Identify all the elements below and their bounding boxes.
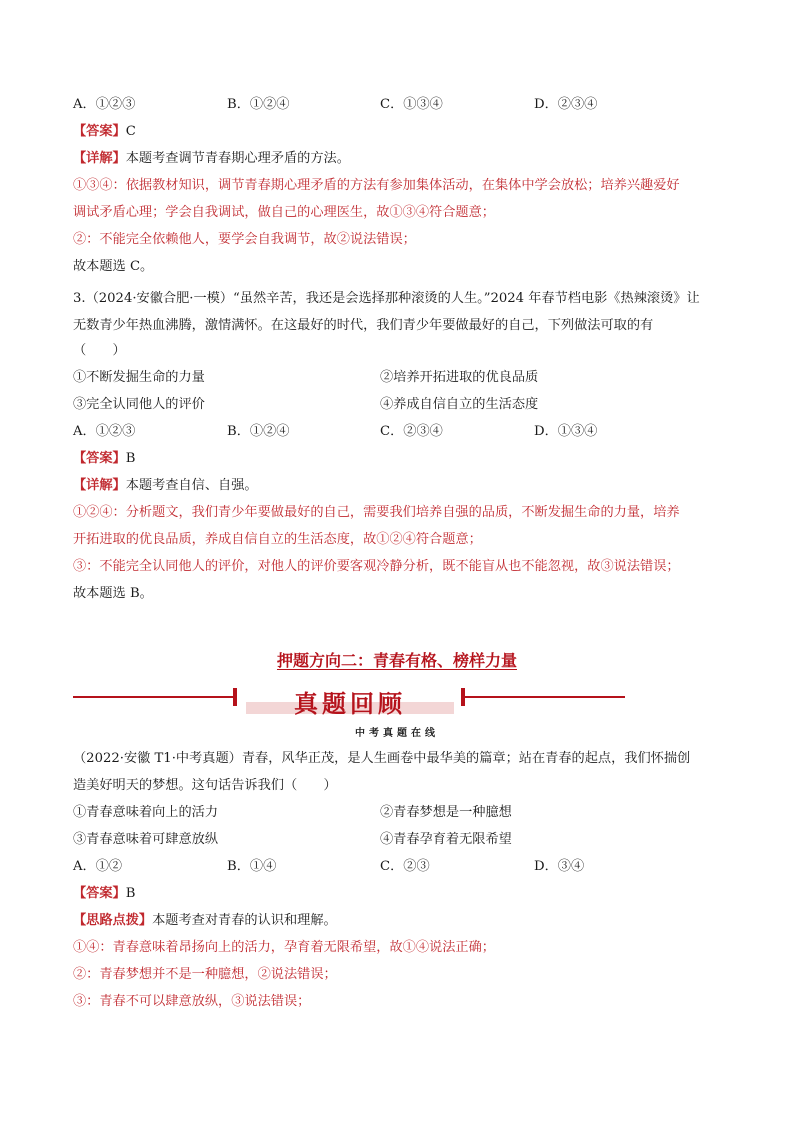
q3-option-c: C．②③④ <box>380 424 443 439</box>
q3-stem-1: 3.（2024·安徽合肥·一模）“虽然辛苦，我还是会选择那种滚烫的人生。”2024 年春节档电影《热辣滚烫》让 <box>73 291 700 306</box>
q4-explain-3: ③：青春不可以肆意放纵，③说法错误； <box>73 994 311 1009</box>
q2-explain-1: ①③④：依据教材知识，调节青春期心理矛盾的方法有参加集体活动，在集体中学会放松；培养兴趣爱好 <box>73 178 680 193</box>
q4-option-b: B．①④ <box>227 859 277 874</box>
q2-explain-2: 调试矛盾心理；学会自我调试，做自己的心理医生，故①③④符合题意； <box>73 205 495 220</box>
q3-conclusion: 故本题选 B。 <box>73 586 153 601</box>
q3-option-d: D．①③④ <box>534 424 598 439</box>
q4-option-c: C．②③ <box>380 859 430 874</box>
q4-option-d: D．③④ <box>534 859 585 874</box>
q2-option-d: D．②③④ <box>534 97 598 112</box>
q3-stem-2: 无数青少年热血沸腾，激情满怀。在这最好的时代，我们青少年要做最好的自己，下列做法可取的有 <box>73 318 654 333</box>
q4-item-1: ①青春意味着向上的活力 <box>73 805 219 820</box>
banner <box>246 684 454 718</box>
q3-explain-2: 开拓进取的优良品质，养成自信自立的生活态度，故①②④符合题意； <box>73 532 482 547</box>
banner-left-rule <box>73 696 233 698</box>
q4-stem-2: 造美好明天的梦想。这句话告诉我们（ ） <box>73 778 337 793</box>
q3-detail: 【详解】本题考查自信、自强。 <box>73 478 258 493</box>
q2-detail: 【详解】本题考查调节青春期心理矛盾的方法。 <box>73 151 350 166</box>
q4-hint: 【思路点拨】本题考查对青春的认识和理解。 <box>73 913 337 928</box>
q3-explain-1: ①②④：分析题文，我们青少年要做最好的自己，需要我们培养自强的品质，不断发掘生命的力量，培养 <box>73 505 680 520</box>
q3-explain-3: ③：不能完全认同他人的评价，对他人的评价要客观冷静分析，既不能盲从也不能忽视，故③说法错误； <box>73 559 680 574</box>
q4-option-a: A．①② <box>73 859 123 874</box>
section-subtitle: 中考真题在线 <box>355 728 439 739</box>
q3-option-b: B．①②④ <box>227 424 290 439</box>
q4-stem-1: （2022·安徽 T1·中考真题）青春，风华正茂，是人生画卷中最华美的篇章；站在青春的起点，我们怀揣创 <box>73 751 691 766</box>
q4-item-3: ③青春意味着可肆意放纵 <box>73 832 219 847</box>
q4-item-4: ④青春孕育着无限希望 <box>380 832 512 847</box>
banner-title: 真题回顾 <box>294 689 406 718</box>
banner-right-rule <box>465 696 625 698</box>
q4-item-2: ②青春梦想是一种臆想 <box>380 805 512 820</box>
banner-left-tick <box>233 688 237 706</box>
q2-option-a: A．①②③ <box>73 97 136 112</box>
q3-item-4: ④养成自信自立的生活态度 <box>380 397 539 412</box>
q2-answer: 【答案】C <box>73 124 136 139</box>
q3-option-a: A．①②③ <box>73 424 136 439</box>
q4-answer: 【答案】B <box>73 886 136 901</box>
q4-explain-1: ①④：青春意味着昂扬向上的活力，孕育着无限希望，故①④说法正确； <box>73 940 495 955</box>
q3-stem-3: （ ） <box>73 343 126 358</box>
q2-option-c: C．①③④ <box>380 97 443 112</box>
q4-explain-2: ②：青春梦想并不是一种臆想，②说法错误； <box>73 967 337 982</box>
q3-answer: 【答案】B <box>73 451 136 466</box>
q2-explain-3: ②：不能完全依赖他人，要学会自我调节，故②说法错误； <box>73 232 416 247</box>
q3-item-3: ③完全认同他人的评价 <box>73 397 205 412</box>
q3-item-1: ①不断发掘生命的力量 <box>73 370 205 385</box>
section-title: 押题方向二：青春有格、榜样力量 <box>276 651 517 670</box>
q2-option-b: B．①②④ <box>227 97 290 112</box>
q3-item-2: ②培养开拓进取的优良品质 <box>380 370 539 385</box>
q2-conclusion: 故本题选 C。 <box>73 259 154 274</box>
